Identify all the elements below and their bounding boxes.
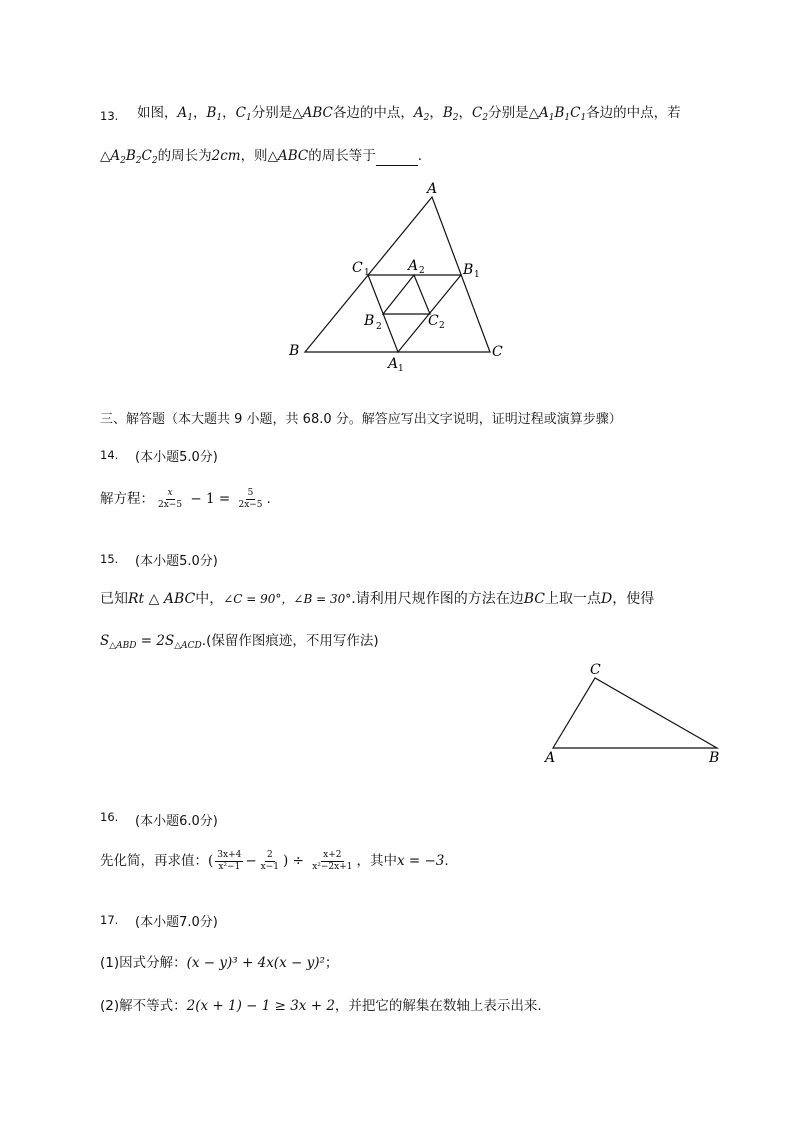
label-c1: C [352, 260, 363, 276]
label-b2-sub: 2 [376, 322, 382, 332]
label-a1-sub: 1 [398, 364, 404, 374]
q14-fraction-1: $\frac{x}{2x-5}$ [158, 487, 183, 510]
q13-text: 分别是 [251, 105, 293, 121]
question-17-number: 17. [100, 913, 119, 927]
q13-text-7: 的周长等于 [308, 148, 376, 164]
question-13-line-2: $\triangle A_2B_2C_2$的周长为2cm，则△ABC的周长等于 . [100, 148, 422, 166]
q14-prefix: 解方程： [100, 491, 154, 507]
label-a2: A [408, 258, 419, 274]
question-16-number: 16. [100, 810, 119, 824]
label-a1: A [388, 356, 399, 372]
label-c-15: C [590, 662, 601, 678]
q13-perimeter-value: 2cm [211, 148, 241, 164]
question-15-line-2: $S_{\triangle ABD} = 2S_{\triangle ACD}$.(保留作图痕迹，不用写作法) [100, 633, 379, 651]
triangle-abc-15 [553, 678, 717, 748]
label-b-15: B [709, 750, 720, 766]
q16-fraction-3: $\frac{x+2}{\text{x²−2x+1}}$ [312, 849, 353, 872]
question-13-number: 13. [100, 109, 119, 123]
triangle-a2b2c2 [383, 275, 430, 314]
triangle-figure-15 [540, 660, 730, 770]
q14-fraction-2: $\frac{5}{2x-5}$ [238, 487, 263, 510]
answer-blank[interactable] [376, 153, 418, 166]
triangle-figure-13 [280, 175, 520, 375]
q14-minus-one: − 1 = [186, 491, 235, 507]
question-16-score: (本小题6.0分) [135, 814, 218, 829]
q17-expression-1: (x − y)³ + 4x(x − y)² [186, 955, 325, 971]
question-17-part-1: (1)因式分解：(x − y)³ + 4x(x − y)²； [100, 955, 339, 971]
q13-text-6: ，则 [240, 148, 268, 164]
label-b: B [289, 343, 300, 359]
section-3-heading: 三、解答题（本大题共 9 小题，共 68.0 分。解答应写出文字说明，证明过程或演算步骤） [100, 412, 622, 427]
q13-text-2: 各边的中点， [332, 105, 414, 121]
question-17-score: (本小题7.0分) [135, 915, 218, 930]
label-b1: B [463, 262, 474, 278]
q13-triangle: ABC [302, 105, 333, 121]
label-c1-sub: 1 [364, 268, 370, 278]
q13-text-4: 各边的中点，若 [586, 105, 681, 121]
q13-text-5: 的周长为 [157, 148, 212, 164]
question-16-body: 先化简，再求值：( $\frac{3x+4}{\text{x²−1}}$ − $\frac{2}{x-1}$ ) ÷ $\frac{x+2}{\text{x²−2x+1}}$ ，其中x = −3. [100, 849, 449, 872]
question-14-body: 解方程： $\frac{x}{2x-5}$ − 1 = $\frac{5}{2x-5}$ . [100, 487, 271, 510]
label-c2: C [428, 313, 439, 329]
label-a2-sub: 2 [419, 266, 425, 276]
question-14-number: 14. [100, 448, 119, 462]
q13-intro: 如图， [137, 105, 178, 121]
label-a: A [427, 181, 438, 197]
q16-fraction-2: $\frac{2}{x-1}$ [260, 849, 280, 872]
q16-condition: x = −3 [396, 853, 445, 869]
q15-triangle: Rt △ ABC [128, 591, 196, 607]
question-15-line-1: 已知Rt △ ABC中，∠C = 90°，∠B = 30°.请利用尺规作图的方法在边BC上取一点D，使得 [100, 591, 655, 607]
question-13-line-1: 如图，$A_1$，$B_1$，$C_1$分别是△ABC各边的中点，$A_2$，$B_2$，$C_2$分别是$\triangle A_1B_1C_1$各边的中点，若 [137, 105, 681, 123]
q16-fraction-1: $\frac{3x+4}{\text{x²−1}}$ [217, 849, 242, 872]
q17-expression-2: 2(x + 1) − 1 ≥ 3x + 2 [186, 998, 335, 1014]
label-b1-sub: 1 [474, 270, 480, 280]
q13-text-3: 分别是 [488, 105, 529, 121]
question-15-number: 15. [100, 552, 119, 566]
q15-angles: ∠C = 90°，∠B = 30° [223, 592, 352, 606]
q13-period: . [417, 148, 422, 164]
label-a-15: A [545, 750, 556, 766]
question-14-score: (本小题5.0分) [135, 450, 218, 465]
label-c: C [492, 344, 503, 360]
question-15-score: (本小题5.0分) [135, 554, 218, 569]
question-17-part-2: (2)解不等式：2(x + 1) − 1 ≥ 3x + 2，并把它的解集在数轴上表示出来. [100, 998, 542, 1014]
label-c2-sub: 2 [439, 321, 445, 331]
label-b2: B [364, 313, 375, 329]
